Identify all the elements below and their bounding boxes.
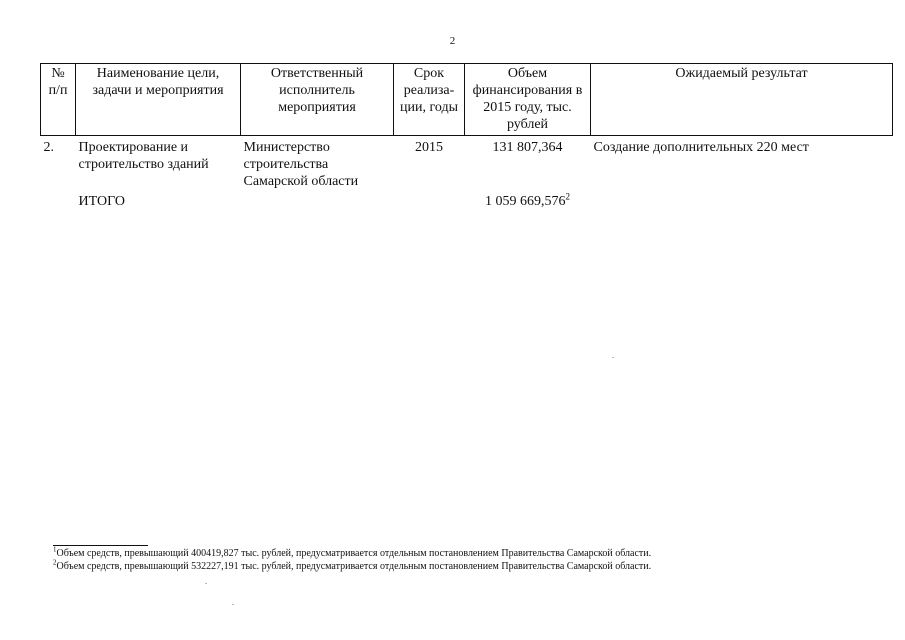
financing-table	[40, 63, 893, 210]
footnote-2	[53, 560, 898, 573]
table-header-row	[41, 64, 893, 136]
header-number: № п/п	[41, 64, 76, 136]
footnotes	[53, 547, 898, 573]
total-label: ИТОГО	[78, 194, 125, 209]
scan-speck	[232, 604, 234, 605]
total-footnote-mark: 2	[565, 191, 570, 202]
row-amount: 131 807,364	[492, 140, 563, 155]
table-row	[41, 136, 893, 191]
footnote-1-text: Объем средств, превышающий 400419,827 тыс. рублей, предусматривается отдельным постановлением Правительства Самарской области.	[56, 548, 652, 559]
total-row	[41, 190, 893, 210]
header-executor: Ответственный исполнитель мероприятия	[241, 64, 394, 136]
row-number: 2.	[43, 140, 54, 155]
row-executor: Министерство строительства Самарской области	[243, 140, 359, 189]
footnote-1	[53, 547, 898, 560]
total-amount-cell	[465, 190, 591, 210]
footnote-2-text: Объем средств, превышающий 532227,191 тыс. рублей, предусматривается отдельным постановлением Правительства Самарской области.	[56, 561, 652, 572]
header-term: Срок реализа-ции, годы	[394, 64, 465, 136]
header-result: Ожидаемый результат	[591, 64, 893, 136]
header-amount: Объем финансирования в 2015 году, тыс. рублей	[465, 64, 591, 136]
row-result: Создание дополнительных 220 мест	[593, 140, 809, 155]
row-term: 2015	[415, 140, 443, 155]
row-name: Проектирование и строительство зданий	[78, 140, 209, 172]
header-name: Наименование цели, задачи и мероприятия	[76, 64, 241, 136]
page-number: 2	[449, 35, 456, 47]
total-amount: 1 059 669,576	[485, 194, 566, 209]
scan-speck	[612, 357, 614, 358]
scan-speck	[205, 583, 207, 584]
footnote-1-mark: 1	[53, 545, 57, 554]
footnote-2-mark: 2	[53, 558, 57, 567]
footnote-separator	[53, 545, 148, 546]
